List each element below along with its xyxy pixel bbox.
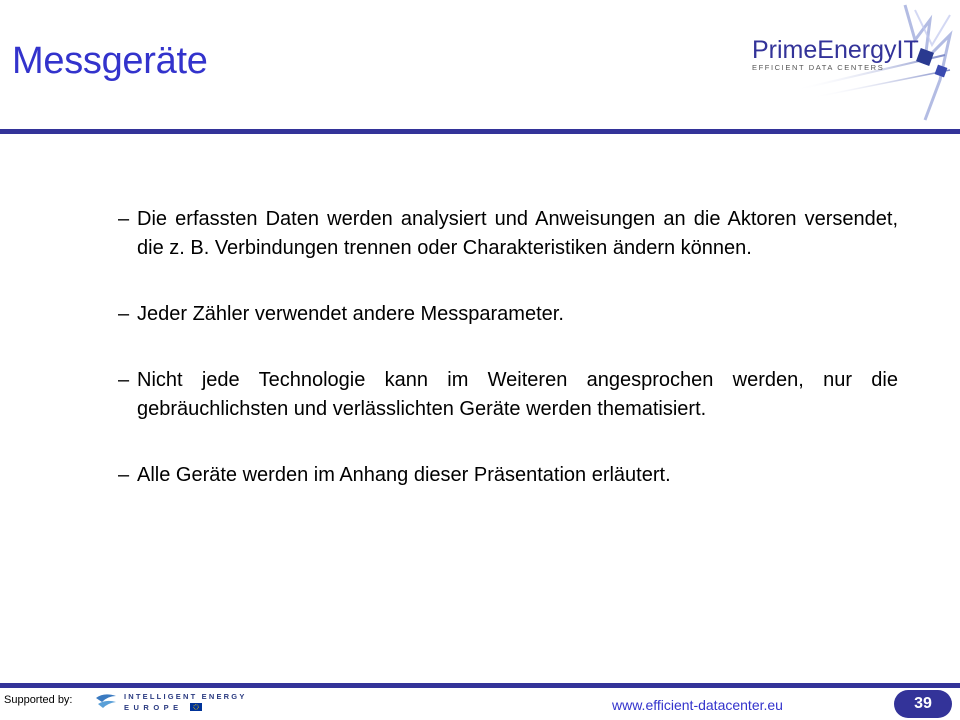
logo-tagline: EFFICIENT DATA CENTERS — [752, 63, 885, 72]
bullet-dash: – — [118, 303, 130, 325]
bullet-dash: – — [118, 208, 130, 230]
bullet-text: Die erfassten Daten werden analysiert und Anweisungen an die Aktoren versendet, die z. B. Verbindungen trennen oder Charakteristiken ändern können. — [137, 208, 898, 259]
bullet-list — [118, 205, 898, 527]
iee-line1: INTELLIGENT ENERGY — [124, 692, 247, 701]
primeenergyit-logo — [700, 0, 960, 128]
bullet-item — [118, 366, 898, 424]
bullet-text: Alle Geräte werden im Anhang dieser Präsentation erläutert. — [137, 464, 671, 486]
bullet-item — [118, 300, 898, 329]
page-number-badge — [894, 690, 952, 718]
header-divider — [0, 129, 960, 134]
eu-flag-icon — [190, 703, 202, 711]
footer-divider — [0, 683, 960, 688]
intelligent-energy-europe-logo — [94, 690, 264, 714]
bullet-text: Nicht jede Technologie kann im Weiteren angesprochen werden, nur die gebräuchlichsten und verlässlichten Geräte werden thematisiert. — [137, 369, 898, 420]
page-number: 39 — [914, 695, 932, 712]
supported-by-label: Supported by: — [4, 694, 73, 706]
bullet-item — [118, 461, 898, 490]
slide-title: Messgeräte — [12, 40, 208, 82]
website-url: www.efficient-datacenter.eu — [612, 697, 783, 713]
logo-name: PrimeEnergyIT — [752, 36, 919, 64]
bullet-item — [118, 205, 898, 263]
bullet-dash: – — [118, 369, 130, 391]
iee-line2: EUROPE — [124, 703, 183, 712]
bullet-dash: – — [118, 464, 130, 486]
bullet-text: Jeder Zähler verwendet andere Messparameter. — [137, 303, 564, 325]
